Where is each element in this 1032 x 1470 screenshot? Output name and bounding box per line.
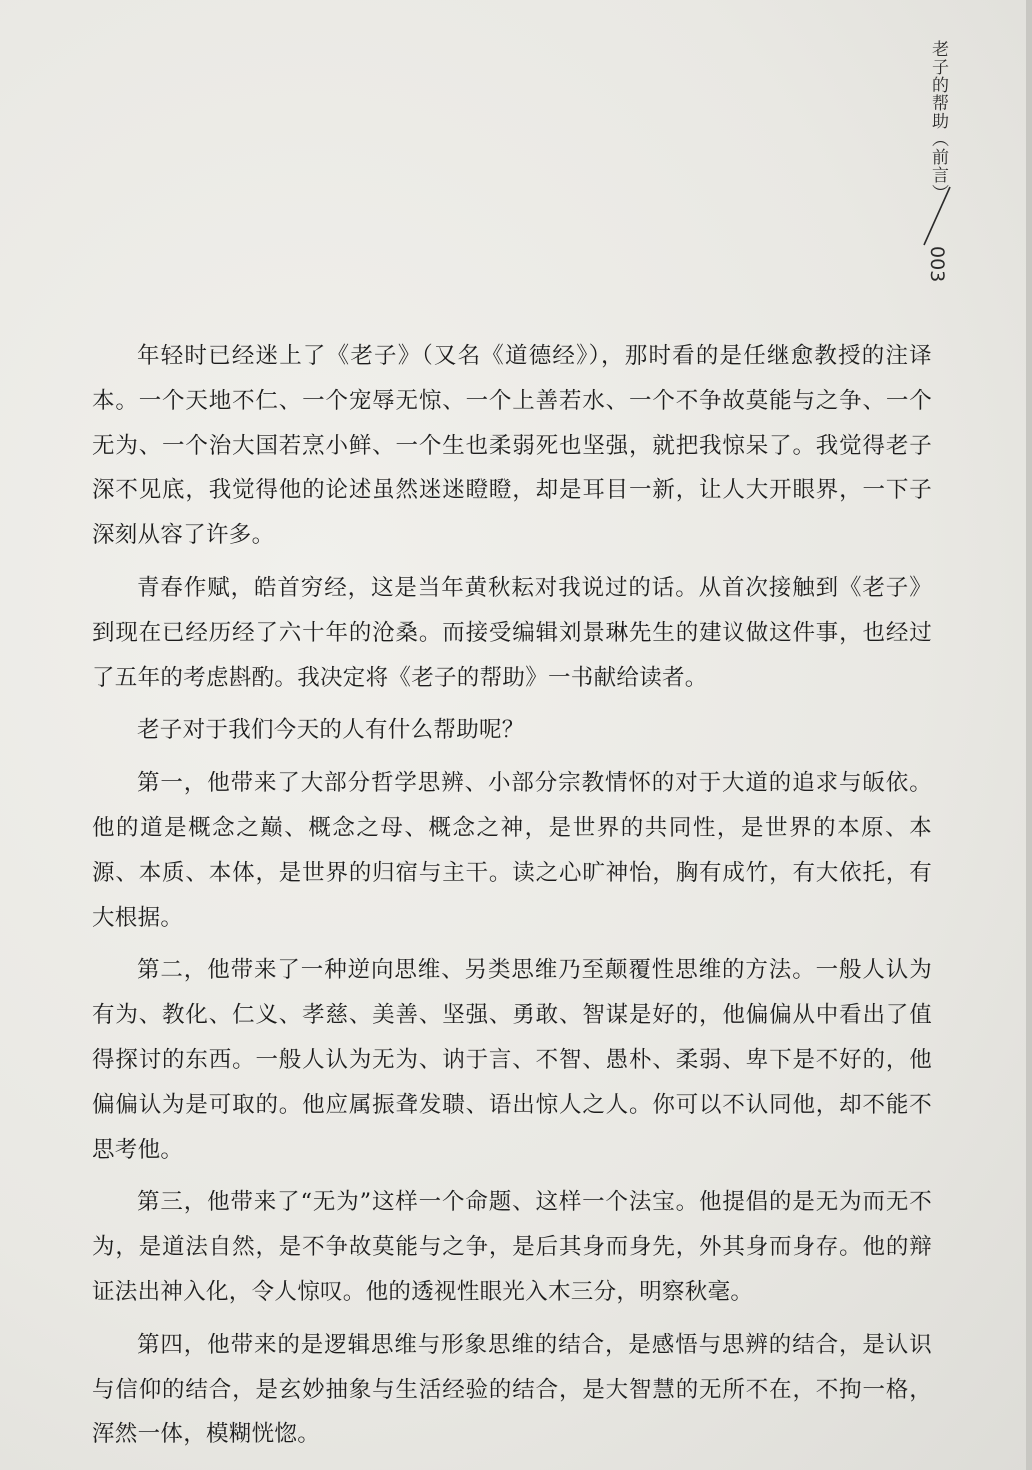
paragraph: 第三，他带来了“无为”这样一个命题、这样一个法宝。他提倡的是无为而无不为，是道法自然，是不争故莫能与之争，是后其身而身先，外其身而身存。他的辩证法出神入化，令人惊叹。他的透视性眼光入木三分，明察秋毫。 — [92, 1189, 932, 1305]
header-divider-slash — [922, 185, 952, 247]
running-header — [918, 40, 958, 300]
paragraph: 青春作赋，皓首穷经，这是当年黄秋耘对我说过的话。从首次接触到《老子》到现在已经历经了六十年的沧桑。而接受编辑刘景琳先生的建议做这件事，也经过了五年的考虑斟酌。我决定将《老子的帮助》一书献给读者。 — [92, 574, 932, 691]
paragraph: 年轻时已经迷上了《老子》（又名《道德经》），那时看的是任继愈教授的注译本。一个天地不仁、一个宠辱无惊、一个上善若水、一个不争故莫能与之争、一个无为、一个治大国若烹小鲜、一个生也柔弱死也坚强，就把我惊呆了。我觉得老子深不见底，我觉得他的论述虽然迷迷瞪瞪，却是耳目一新，让人大开眼界，一下子深刻从容了许多。 — [92, 343, 932, 549]
page-number: 003 — [926, 246, 948, 283]
body-text — [92, 334, 932, 1465]
running-title: 老子的帮助（前言） — [928, 40, 948, 202]
paragraph: 老子对于我们今天的人有什么帮助呢？ — [137, 717, 525, 744]
page-edge — [1026, 0, 1032, 1470]
paragraph: 第二，他带来了一种逆向思维、另类思维乃至颠覆性思维的方法。一般人认为有为、教化、仁义、孝慈、美善、坚强、勇敢、智谋是好的，他偏偏从中看出了值得探讨的东西。一般人认为无为、讷于言、不智、愚朴、柔弱、卑下是不好的，他偏偏认为是可取的。他应属振聋发聩、语出惊人之人。你可以不认同他，却不能不思考他。 — [92, 957, 932, 1163]
paragraph: 第四，他带来的是逻辑思维与形象思维的结合，是感悟与思辨的结合，是认识与信仰的结合，是玄妙抽象与生活经验的结合，是大智慧的无所不在，不拘一格，浑然一体，模糊恍惚。 — [92, 1331, 932, 1448]
paragraph: 第一，他带来了大部分哲学思辨、小部分宗教情怀的对于大道的追求与皈依。他的道是概念之巅、概念之母、概念之神，是世界的共同性，是世界的本原、本源、本质、本体，是世界的归宿与主干。读之心旷神怡，胸有成竹，有大依托，有大根据。 — [92, 770, 932, 931]
